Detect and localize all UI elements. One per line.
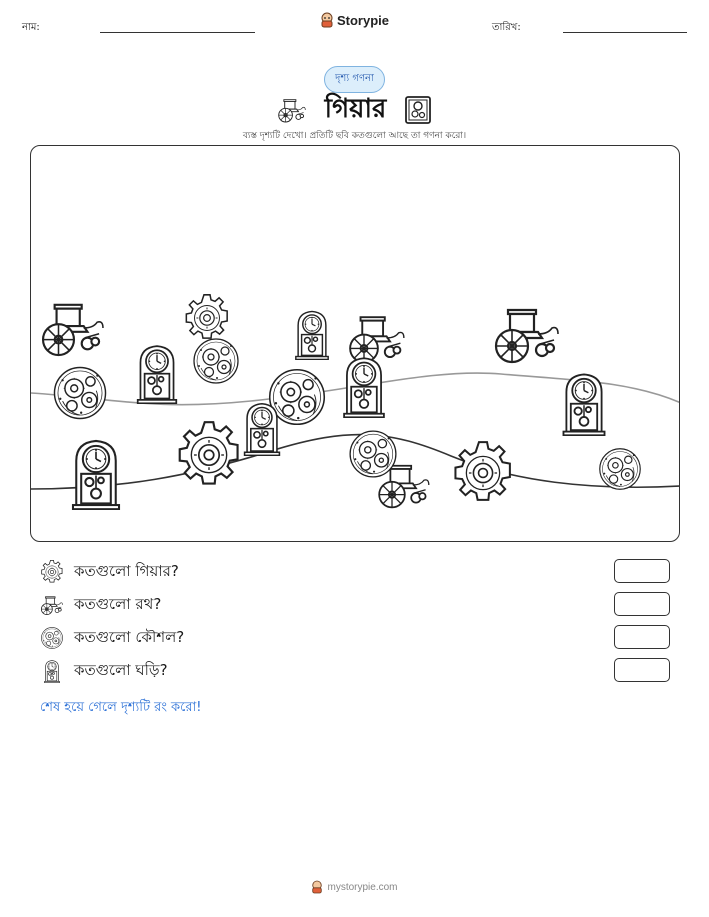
category-badge: দৃশ্য গণনা: [324, 66, 385, 93]
clock-icon: [344, 358, 384, 417]
footer: [0, 879, 709, 898]
question-text: কতগুলো গিয়ার?: [74, 561, 179, 580]
question-row-mechanisms: [40, 625, 670, 651]
question-row-carriages: [40, 592, 670, 618]
clock-icon: [138, 346, 177, 403]
answer-box-carriages[interactable]: [614, 592, 670, 616]
gear-icon: [186, 295, 227, 338]
storypie-logo-icon: [311, 880, 323, 894]
instruction: ব্যস্ত দৃশ্যটি দেখো। প্রতিটি ছবি কতগুলো আছে তা গণনা করো।: [242, 131, 467, 141]
clock-icon: [245, 404, 280, 456]
carriage-icon: [350, 317, 404, 362]
gear-icon: [40, 560, 64, 584]
footer-url[interactable]: mystorypie.com: [327, 881, 398, 893]
question-text: কতগুলো কৌশল?: [74, 627, 185, 646]
carriage-icon: [277, 97, 307, 123]
name-label: নাম:: [22, 22, 40, 33]
answer-box-mechanisms[interactable]: [614, 625, 670, 649]
carriage-icon: [40, 593, 64, 617]
color-instruction: শেষ হয়ে গেলে দৃশ্যটি রং করো!: [40, 700, 202, 715]
mechanism-icon: [270, 370, 325, 425]
book-icon: [404, 95, 432, 125]
brand-name: Storypie: [336, 12, 389, 28]
question-row-clocks: [40, 658, 670, 684]
question-text: কতগুলো রথ?: [74, 594, 162, 613]
gear-icon: [180, 422, 238, 483]
clock-icon: [40, 659, 64, 683]
answer-box-gears[interactable]: [614, 559, 670, 583]
answer-box-clocks[interactable]: [614, 658, 670, 682]
question-text: কতগুলো ঘড়ি?: [74, 660, 168, 679]
title-row: [0, 88, 709, 132]
gear-icon: [455, 442, 509, 500]
date-label: তারিখ:: [492, 22, 521, 33]
mechanism-icon: [194, 339, 238, 383]
carriage-icon: [496, 310, 558, 362]
mechanism-icon: [54, 367, 105, 418]
question-row-gears: [40, 559, 670, 585]
name-line[interactable]: [100, 32, 255, 33]
page-title: গিয়ার: [324, 94, 387, 124]
mechanism-icon: [600, 449, 640, 489]
mechanism-icon: [350, 431, 396, 477]
brand: [0, 12, 709, 32]
mechanism-icon: [40, 626, 64, 650]
storypie-logo-icon: [320, 12, 334, 28]
counting-scene: [30, 145, 680, 542]
carriage-icon: [43, 305, 103, 355]
clock-icon: [296, 311, 328, 359]
clock-icon: [73, 441, 119, 509]
date-line[interactable]: [563, 32, 687, 33]
clock-icon: [563, 374, 604, 435]
